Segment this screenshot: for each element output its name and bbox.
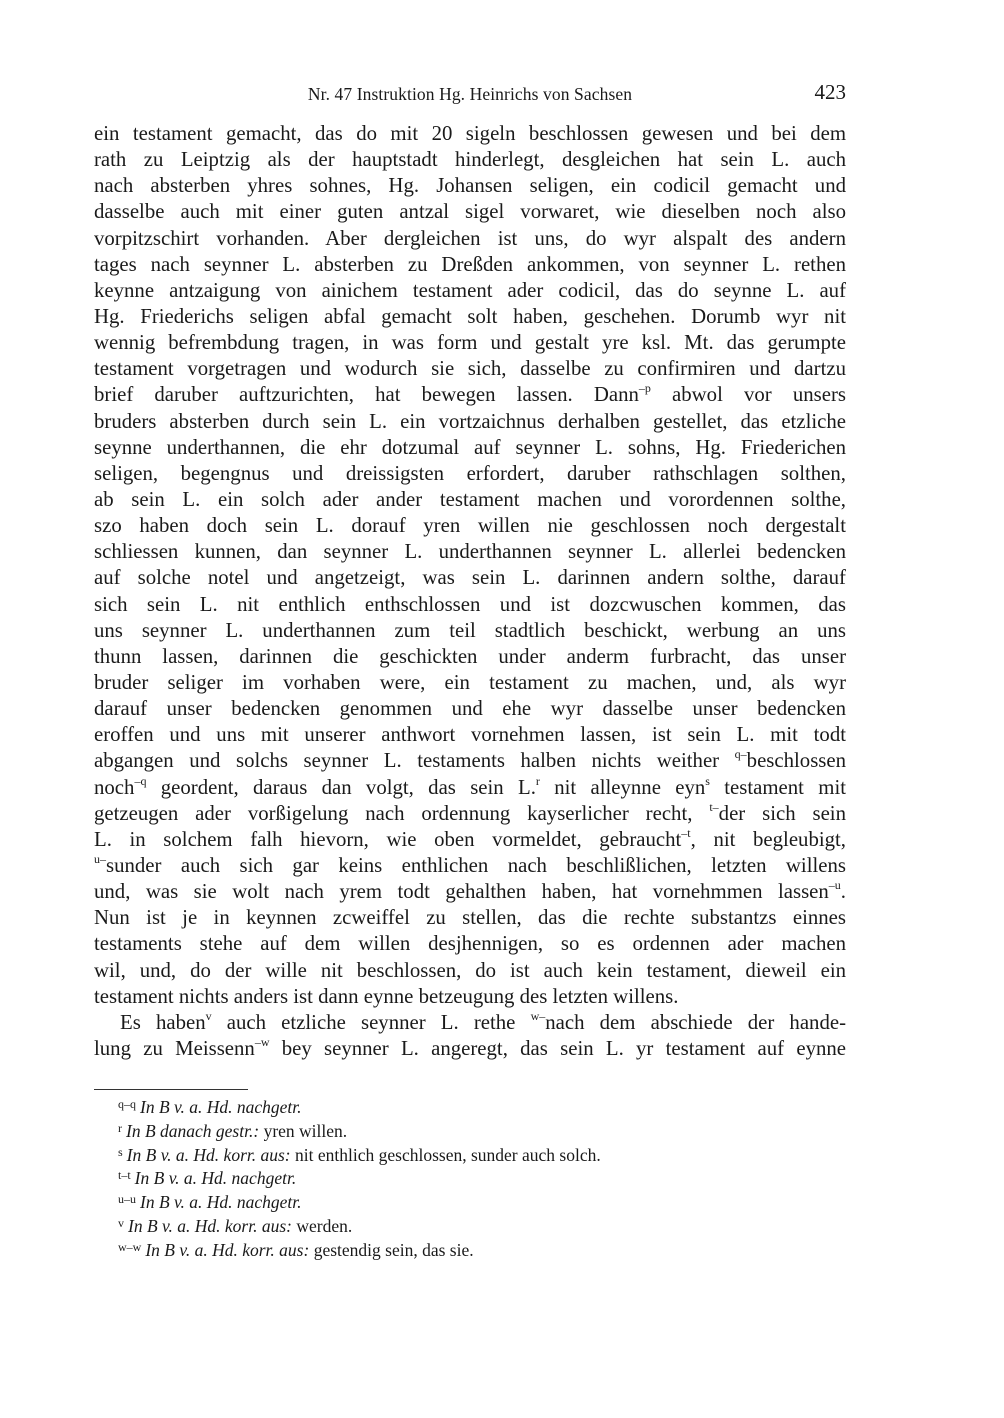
text-line: Nun ist je in keynnen zcweiffel zu stellen, das die rechte substantzs einnes — [94, 906, 846, 930]
apparatus-mark: q– — [734, 748, 747, 762]
apparatus-mark: –q — [134, 774, 147, 788]
text-line: szo haben doch sein L. dorauf yren willen nie geschlossen noch dergestalt — [94, 514, 846, 538]
footnote-mark: t–t — [118, 1168, 131, 1183]
footnote-mark: s — [118, 1144, 123, 1159]
text-segment: getzeugen ader vorßigelung nach ordennung kayserlicher recht, — [94, 801, 693, 825]
text-line — [94, 801, 846, 827]
text-line: schliessen kunnen, dan seynner L. underthannen seynner L. allerlei bedencken — [94, 540, 846, 564]
text-segment: lung zu Meissenn — [94, 1036, 255, 1060]
text-line: rath zu Leiptzig als der hauptstadt hinderlegt, desgleichen hat sein L. auch — [94, 148, 846, 172]
footnote — [118, 1236, 846, 1260]
apparatus-mark: –t — [681, 826, 691, 840]
footnote-editorial: In B v. a. Hd. korr. aus: — [128, 1215, 292, 1236]
text-line: keynne antzaigung von ainichem testament ader codicil, das do seynne L. auf — [94, 278, 846, 302]
apparatus-mark: –w — [254, 1035, 270, 1049]
text-segment: beschlossen — [746, 749, 846, 773]
text-line: auf solche notel und angetzeigt, was sein L. darinnen andern solthe, darauf — [94, 566, 846, 590]
apparatus-mark: r — [535, 774, 540, 788]
text-segment: abwol vor unsers — [672, 383, 846, 407]
footnote-mark: v — [118, 1215, 124, 1230]
text-line: vorpitzschirt vorhanden. Aber dergleichen ist uns, do wyr alspalt des andern — [94, 226, 846, 250]
text-segment: sunder auch sich gar keins enthlichen nach beschlißlichen, letzten willens — [106, 853, 846, 877]
text-line — [94, 853, 846, 879]
apparatus-mark: t– — [709, 800, 719, 814]
footnote-editorial: In B v. a. Hd. nachgetr. — [134, 1168, 297, 1189]
text-segment: L. in solchem falh hievorn, wie oben vormeldet, gebraucht — [94, 827, 682, 851]
text-line: sich sein L. nit enthlich enthschlossen und ist dozcwuschen kommen, das — [94, 592, 846, 616]
footnote — [118, 1093, 846, 1117]
footnote-mark: q–q — [118, 1097, 136, 1111]
text-line: eroffen und uns mit unserer anthwort vornehmen lassen, ist sein L. mit todt — [94, 723, 846, 747]
footnote-editorial: In B v. a. Hd. nachgetr. — [140, 1192, 302, 1213]
footnote-mark: w–w — [118, 1239, 142, 1254]
running-head — [94, 82, 846, 106]
text-segment: . — [840, 880, 846, 904]
text-line — [94, 382, 846, 408]
text-line: seligen, begengnus und dreissigsten erfordert, daruber rathschlagen solthen, — [94, 461, 846, 485]
footnote — [118, 1141, 846, 1165]
text-line — [94, 1010, 846, 1036]
apparatus-mark: s — [705, 774, 710, 788]
text-segment: bey seynner L. angeregt, das sein L. yr testament auf eynne — [281, 1036, 846, 1060]
text-segment: , nit begleubigt, — [690, 827, 846, 851]
text-line — [94, 1036, 846, 1062]
footnote-editorial: In B v. a. Hd. korr. aus: — [145, 1239, 310, 1260]
apparatus-mark: u– — [94, 852, 106, 867]
footnote-mark: r — [118, 1120, 122, 1135]
footnote — [118, 1212, 846, 1236]
text-segment: Es haben — [120, 1010, 206, 1034]
running-head-title: Nr. 47 Instruktion Hg. Heinrichs von Sachsen — [307, 84, 633, 104]
apparatus-mark: –u — [828, 879, 841, 893]
main-text — [94, 121, 846, 1062]
text-line: Hg. Friederichs seligen abfal gemacht solt haben, geschehen. Dorumb wyr nit — [94, 304, 846, 328]
text-line: ab sein L. ein solch ader ander testament machen und vorordennen solthe, — [94, 487, 846, 511]
text-segment: und, was sie wolt nach yrem todt gehalthen haben, hat vornehmmen lassen — [94, 880, 829, 904]
text-line: testaments stehe auf dem willen desjhennigen, so es ordennen ader machen — [94, 932, 846, 956]
text-segment: abgangen und solchs seynner L. testaments halben nichts weither — [94, 749, 720, 773]
text-segment: der sich sein — [718, 801, 846, 825]
text-line: uns seynner L. underthannen zum teil stadtlich beschickt, werbung an uns — [94, 618, 846, 642]
text-line: wennig befrembdung tragen, in was form und gestalt yre ksl. Mt. das gerumpte — [94, 331, 846, 355]
text-line: testament vorgetragen und wodurch sie sich, dasselbe zu confirmiren und dartzu — [94, 357, 846, 381]
text-line: thunn lassen, darinnen die geschickten under anderm furbracht, das unser — [94, 644, 846, 668]
text-segment: auch etzliche seynner L. rethe — [226, 1010, 516, 1034]
footnote-text: gestendig sein, das sie. — [309, 1239, 474, 1260]
footnote-editorial: In B v. a. Hd. korr. aus: — [126, 1144, 291, 1165]
text-line: darauf unser bedencken genommen und ehe wyr dasselbe unser bedencken — [94, 697, 846, 721]
apparatus-mark: –p — [638, 382, 651, 396]
footnote — [118, 1188, 846, 1212]
text-line: ein testament gemacht, das do mit 20 sigeln beschlossen gewesen und bei dem — [94, 122, 846, 145]
footnote — [118, 1117, 846, 1141]
text-line — [94, 827, 846, 853]
text-line: seynne underthannen, die ehr dotzumal auf seynner L. sohns, Hg. Friederichen — [94, 435, 846, 459]
text-segment: nit alleynne eyn — [554, 775, 706, 799]
text-line: testament nichts anders ist dann eynne betzeugung des letzten willens. — [94, 984, 679, 1008]
text-line: nach absterben yhres sohnes, Hg. Johansen seligen, ein codicil gemacht und — [94, 174, 846, 198]
page-number: 423 — [814, 80, 846, 104]
text-segment: geordent, daraus dan volgt, das sein L. — [160, 775, 536, 799]
footnote — [118, 1164, 846, 1188]
footnote-text: werden. — [291, 1215, 353, 1236]
text-line: wil, und, do der wille nit beschlossen, do ist auch kein testament, dieweil ein — [94, 958, 846, 982]
text-line — [94, 879, 846, 905]
text-segment: brief daruber auftzurichten, hat bewegen lassen. Dann — [94, 383, 639, 407]
footnotes — [118, 1093, 846, 1260]
text-line — [94, 748, 846, 774]
footnote-editorial: In B v. a. Hd. nachgetr. — [140, 1097, 302, 1117]
text-line: bruder seliger im vorhaben were, ein testament zu machen, und, als wyr — [94, 670, 846, 694]
apparatus-mark: v — [205, 1009, 212, 1023]
apparatus-mark: w– — [530, 1009, 546, 1023]
footnote-mark: u–u — [118, 1192, 136, 1207]
footnote-rule — [94, 1089, 248, 1090]
text-segment: testament mit — [724, 775, 846, 799]
footnote-editorial: In B danach gestr.: — [126, 1120, 260, 1141]
text-line — [94, 775, 846, 801]
text-line: tages nach seynner L. absterben zu Dreßden ankommen, von seynner L. rethen — [94, 252, 846, 276]
footnote-text: nit enthlich geschlossen, sunder auch solch. — [290, 1144, 601, 1165]
footnote-text: yren willen. — [259, 1120, 348, 1141]
text-line: bruders absterben durch sein L. ein vortzaichnus derhalben gestellet, das etzliche — [94, 409, 846, 433]
text-segment: nach dem abschiede der hande- — [545, 1010, 846, 1034]
text-line: dasselbe auch mit einer guten antzal sigel vorwaret, wie dieselben noch also — [94, 200, 846, 224]
text-segment: noch — [94, 775, 135, 799]
